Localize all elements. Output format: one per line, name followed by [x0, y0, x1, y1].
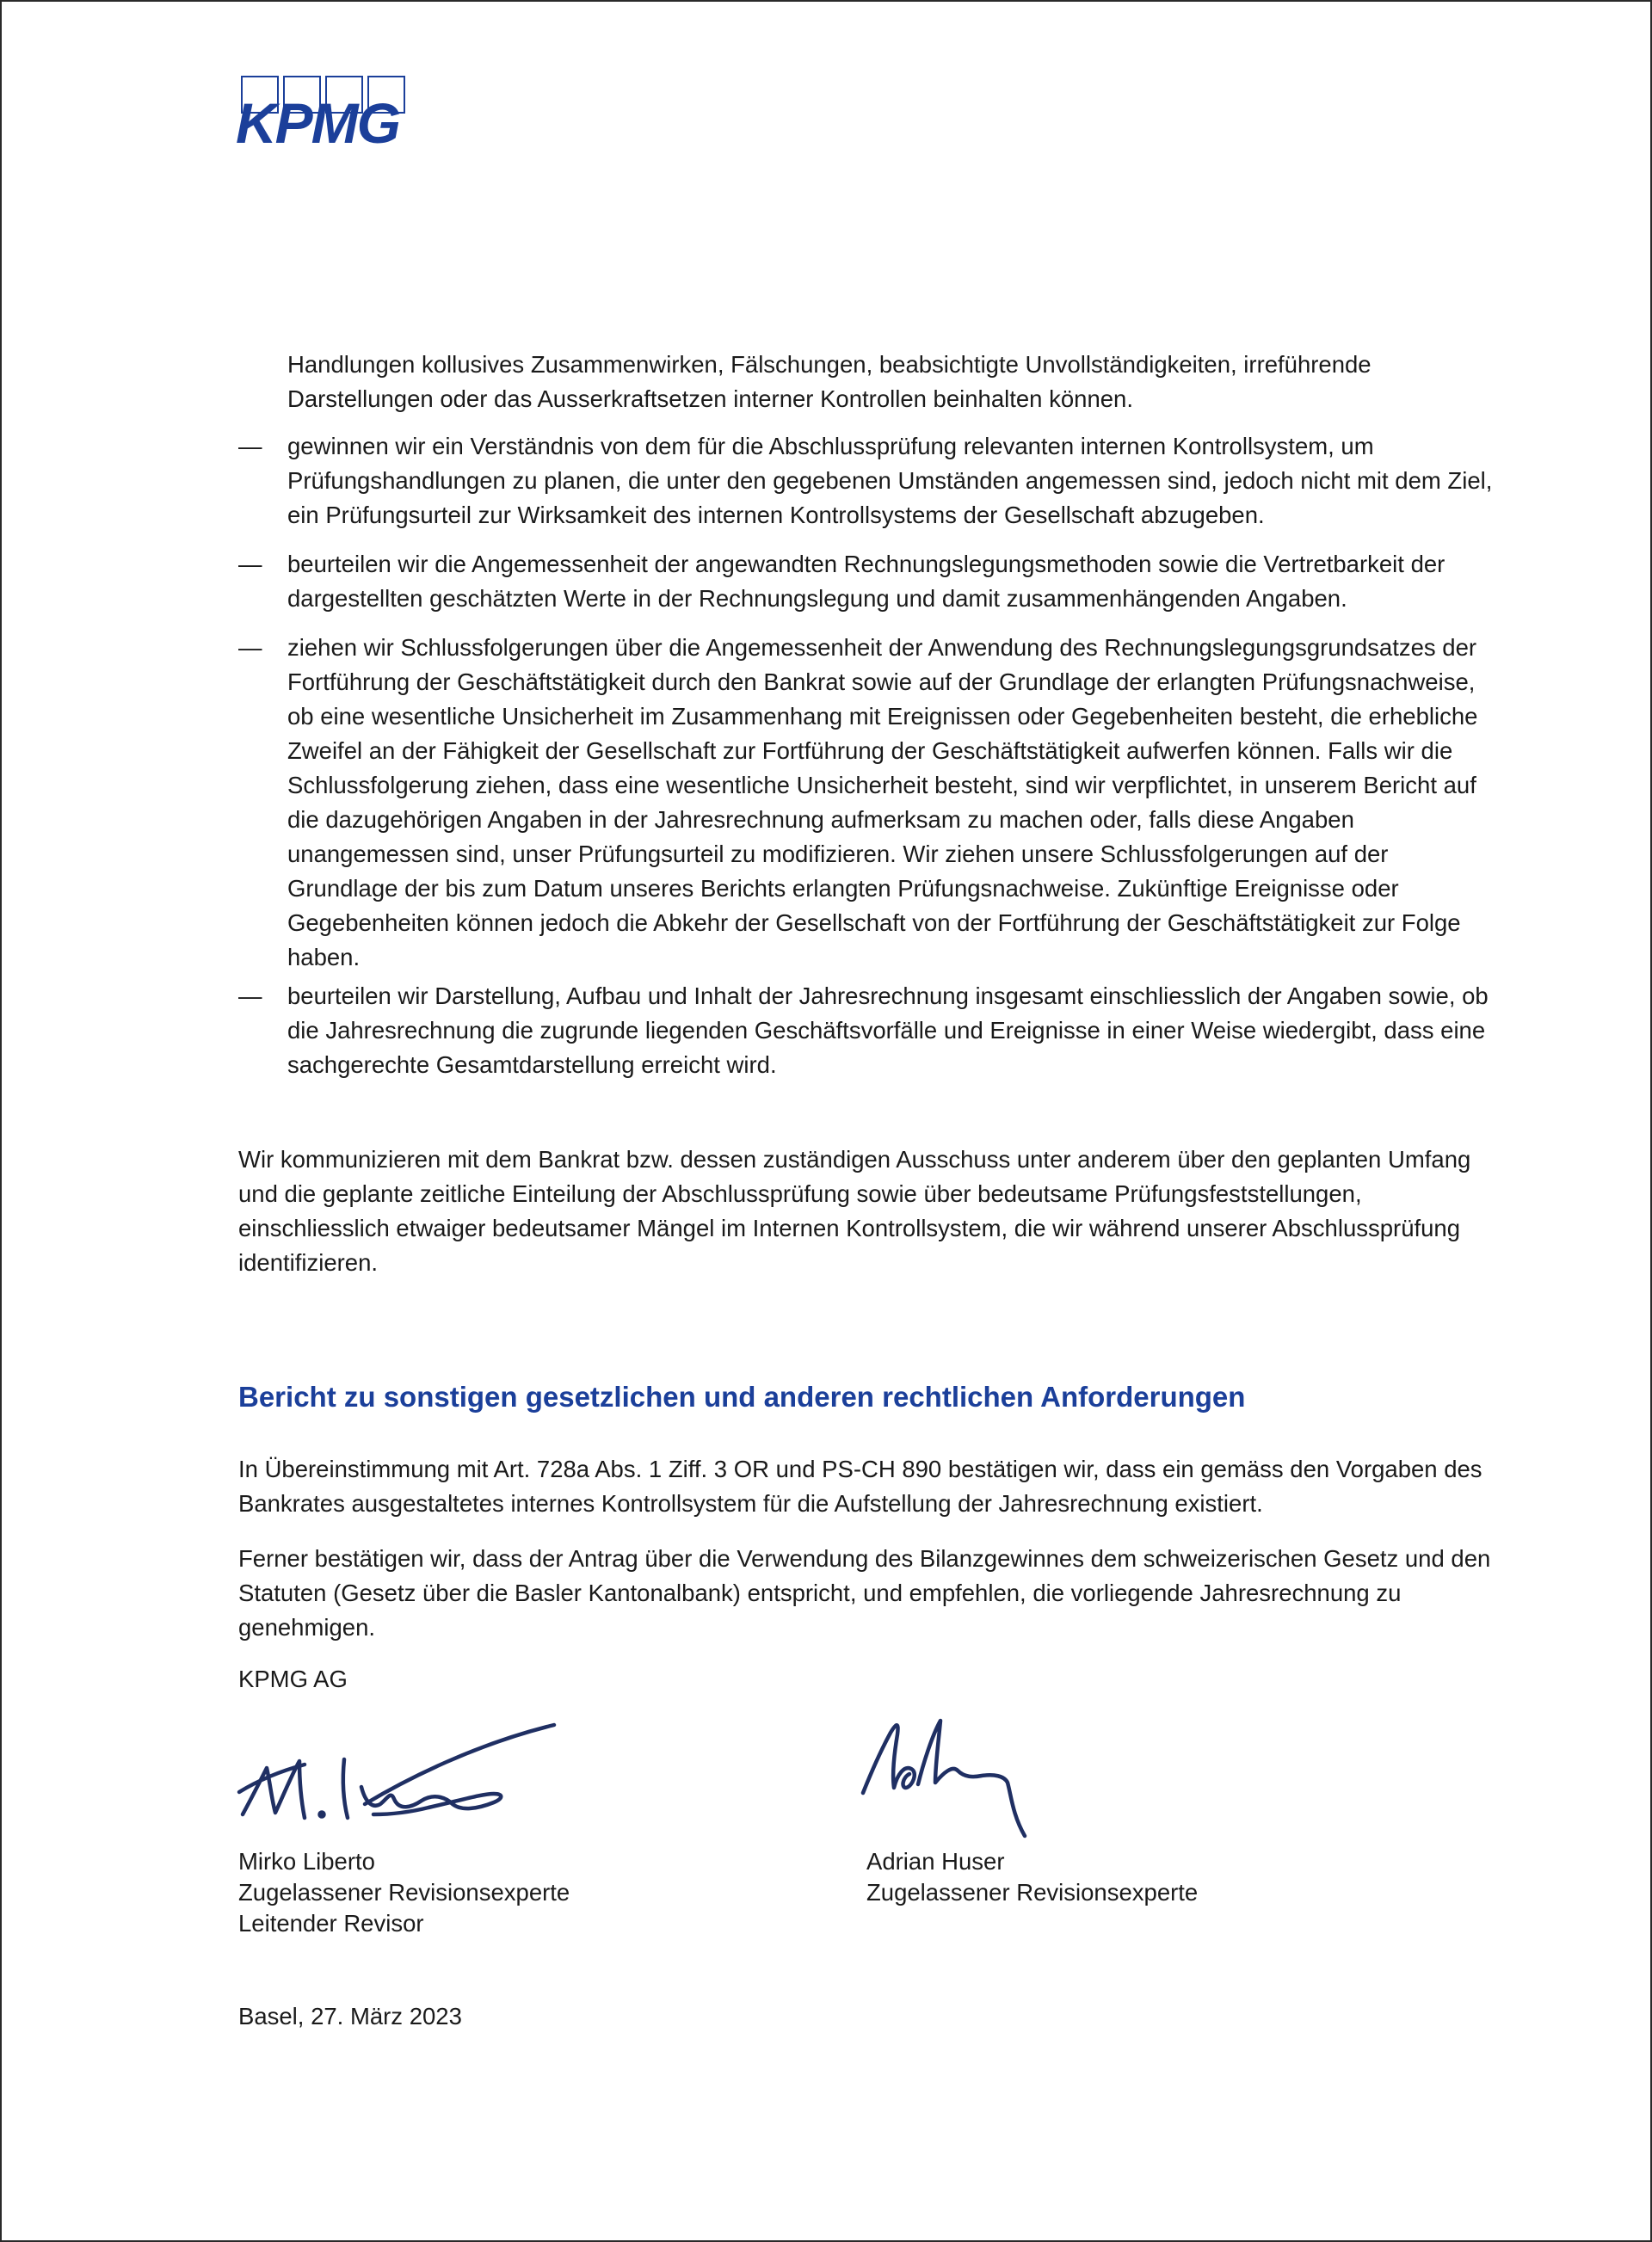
signatory-title: Zugelassener Revisionsexperte	[866, 1879, 1199, 1906]
signatory-block-2	[866, 1846, 1198, 1908]
firm-name: KPMG AG	[238, 1666, 348, 1692]
signature-liberto	[236, 1718, 563, 1830]
bullet-dash: —	[238, 433, 262, 459]
signatory-name: Mirko Liberto	[238, 1848, 375, 1875]
signatory-name: Adrian Huser	[866, 1848, 1005, 1875]
communication-paragraph: Wir kommunizieren mit dem Bankrat bzw. dessen zuständigen Ausschuss unter anderem über den geplanten Umfang und die geplante zeitliche Einteilung der Abschlussprüfung sowie über bedeutsame Prüfungsfeststellungen, einschliesslich etwaiger bedeutsamer Mängel im Internen Kontrollsystem, die wir während unserer Abschlussprüfung identifizieren.	[238, 1146, 1471, 1276]
kpmg-logo	[236, 76, 434, 162]
signatory-title: Zugelassener Revisionsexperte	[238, 1879, 570, 1906]
bullet-text: ziehen wir Schlussfolgerungen über die Angemessenheit der Anwendung des Rechnungslegungsgrundsatzes der Fortführung der Geschäftstätigkeit durch den Bankrat sowie auf der Grundlage der erlangten Prüfungsnachweise, ob eine wesentliche Unsicherheit im Zusammenhang mit Ereignissen oder Gegebenheiten besteht, die erhebliche Zweifel an der Fähigkeit der Gesellschaft zur Fortführung der Geschäftstätigkeit aufwerfen können. Falls wir die Schlussfolgerung ziehen, dass eine wesentliche Unsicherheit besteht, sind wir verpflichtet, in unserem Bericht auf die dazugehörigen Angaben in der Jahresrechnung aufmerksam zu machen oder, falls diese Angaben unangemessen sind, unser Prüfungsurteil zu modifizieren. Wir ziehen unsere Schlussfolgerungen auf der Grundlage der bis zum Datum unseres Berichts erlangten Prüfungsnachweise. Zukünftige Ereignisse oder Gegebenheiten können jedoch die Abkehr der Gesellschaft von der Fortführung der Geschäftstätigkeit zur Folge haben.	[287, 634, 1478, 970]
bullet-text: gewinnen wir ein Verständnis von dem für die Abschlussprüfung relevanten internen Kontrollsystem, um Prüfungshandlungen zu planen, die unter den gegebenen Umständen angemessen sind, jedoch nicht mit dem Ziel, ein Prüfungsurteil zur Wirksamkeit des internen Kontrollsystems der Gesellschaft abzugeben.	[287, 433, 1493, 528]
signatory-block-1	[238, 1846, 570, 1939]
section-paragraph-2: Ferner bestätigen wir, dass der Antrag über die Verwendung des Bilanzgewinnes dem schweizerischen Gesetz und den Statuten (Gesetz über die Basler Kantonalbank) entspricht, und empfehlen, die vorliegende Jahresrechnung zu genehmigen.	[238, 1545, 1491, 1641]
list-item	[238, 547, 1503, 616]
logo-text: KPMG	[236, 91, 399, 155]
list-item	[238, 429, 1503, 533]
bullet-dash: —	[238, 551, 262, 577]
continuation-paragraph: Handlungen kollusives Zusammenwirken, Fälschungen, beabsichtigte Unvollständigkeiten, irreführende Darstellungen oder das Ausserkraftsetzen interner Kontrollen beinhalten können.	[287, 351, 1372, 412]
bullet-text: beurteilen wir die Angemessenheit der angewandten Rechnungslegungsmethoden sowie die Vertretbarkeit der dargestellten geschätzten Werte in der Rechnungslegung und damit zusammenhängenden Angaben.	[287, 551, 1446, 612]
bullet-text: beurteilen wir Darstellung, Aufbau und Inhalt der Jahresrechnung insgesamt einschliesslich der Angaben sowie, ob die Jahresrechnung die zugrunde liegenden Geschäftsvorfälle und Ereignisse in einer Weise wiedergibt, dass eine sachgerechte Gesamtdarstellung erreicht wird.	[287, 982, 1489, 1078]
signatory-role: Leitender Revisor	[238, 1910, 424, 1937]
section-heading: Bericht zu sonstigen gesetzlichen und anderen rechtlichen Anforderungen	[238, 1381, 1246, 1413]
signature-huser	[858, 1714, 1047, 1843]
list-item	[238, 979, 1503, 1082]
bullet-dash: —	[238, 634, 262, 661]
bullet-dash: —	[238, 982, 262, 1009]
section-paragraph-1: In Übereinstimmung mit Art. 728a Abs. 1 Ziff. 3 OR und PS-CH 890 bestätigen wir, dass ein gemäss den Vorgaben des Bankrates ausgestaltetes internes Kontrollsystem für die Aufstellung der Jahresrechnung existiert.	[238, 1456, 1482, 1517]
list-item	[238, 631, 1503, 975]
place-date: Basel, 27. März 2023	[238, 2003, 462, 2030]
